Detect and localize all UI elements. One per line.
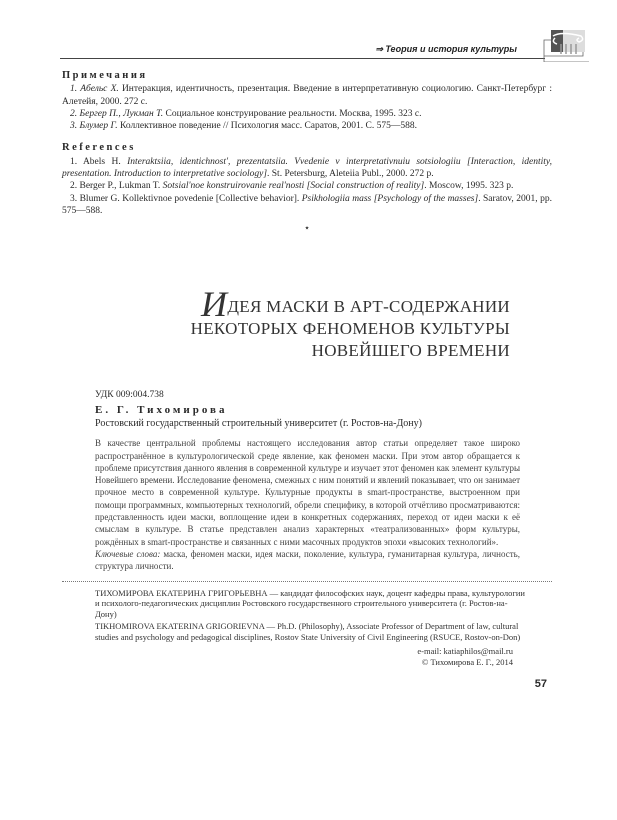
references-section [62,142,552,217]
copyright: © Тихомирова Е. Г., 2014 [421,657,513,668]
email[interactable]: e-mail: katiaphilos@mail.ru [417,646,513,657]
notes-heading: Примечания [62,70,148,81]
dotted-divider [62,581,552,582]
keywords-label: Ключевые слова: [95,548,161,559]
article-title: ИДЕЯ МАСКИ В АРТ-СОДЕРЖАНИИ НЕКОТОРЫХ ФЕНОМЕНОВ КУЛЬТУРЫ НОВЕЙШЕГО ВРЕМЕНИ [190,284,510,361]
running-header: ⇒ Теория и история культуры [375,44,517,54]
note-item: 2. Бергер П., Лукман Т. Социальное конструирование реальности. Москва, 1995. 323 с. [70,108,422,119]
bio-en: TIKHOMIROVA EKATERINA GRIGORIEVNA — Ph.D. (Philosophy), Associate Professor of Department of law, cultural studies and psychology and pedagogical disciplines, Rostov State University of Civil Engineering (RSUCE, Rostov-on-Don) [95,621,521,642]
bio-ru: ТИХОМИРОВА ЕКАТЕРИНА ГРИГОРЬЕВНА — кандидат философских наук, доцент кафедры права, культурологии и психолого-педагогических дисциплин Ростовского государственного строительного университета (г. Ростов-на-Дону) [95,587,525,619]
author-bio [95,588,525,643]
page-number: 57 [534,678,547,691]
reference-item: 2. Berger P., Lukman T. Sotsial'noe konstruirovanie real'nosti [Social construction of reality]. Moscow, 1995. 323 p. [70,181,514,192]
section-separator-star: ⋆ [303,223,311,235]
notes-section [62,70,552,132]
reference-item: 1. Abels H. Interaktsiia, identichnost', prezentatsiia. Vvedenie v interpretativnuiu sotsiologiiu [Interaction, identity, presentation. Introduction to interpretative sociology]. St. Petersburg, Aleteiia Publ., 2000. 272 p. [62,156,552,180]
udk-code: УДК 009:004.738 [95,390,164,401]
note-item: 1. Абельс Х. Интеракция, идентичность, презентация. Введение в интерпретативную социологию. Санкт-Петербург : Алетейя, 2000. 272 с. [62,84,553,107]
author-name: Е. Г. Тихомирова [95,404,228,417]
contact-info [95,646,513,668]
keywords: маска, феномен маски, идея маски, поколение, культура, гуманитарная культура, личность, структура личности. [95,548,520,572]
author-affiliation: Ростовский государственный строительный университет (г. Ростов-на-Дону) [95,418,422,430]
abstract: В качестве центральной проблемы настоящего исследования автор статьи определяет такое широко распространённое в культурологической среде явление, как феномен маски. При этом автор обращается к проблеме присутствия данного явления в современной культуре и изучает этот феномен как элемент культуры Новейшего времени. Исследование феномена, смежных с ним понятий и явлений показывает, что он занимает прочное место в современной культуре. Культурные продукты в smart-пространстве, выстроенном при помощи программных, компьютерных технологий, обрели специфику, в которой отчётливо просматриваются: представленность идеи маски, воплощение идеи в конкретных содержаниях, переход от идеи маски к её смыслам в культуре. В статье представлен анализ характерных «театрализованных» форм культуры, рождённых в smart-пространстве и связанных с ними масочных продуктов эпохи «высоких технологий». Ключевые слова: маска, феномен маски, идея маски, поколение, культура, гуманитарная культура, личность, структура личности. [95,438,520,572]
reference-item: 3. Blumer G. Kollektivnoe povedenie [Collective behavior]. Psikhologiia mass [Psychology of the masses]. Saratov, 2001, pp. 575—588. [62,193,552,216]
note-item: 3. Блумер Г. Коллективное поведение // Психология масс. Саратов, 2001. С. 575—588. [70,121,417,132]
references-heading: References [62,142,136,154]
